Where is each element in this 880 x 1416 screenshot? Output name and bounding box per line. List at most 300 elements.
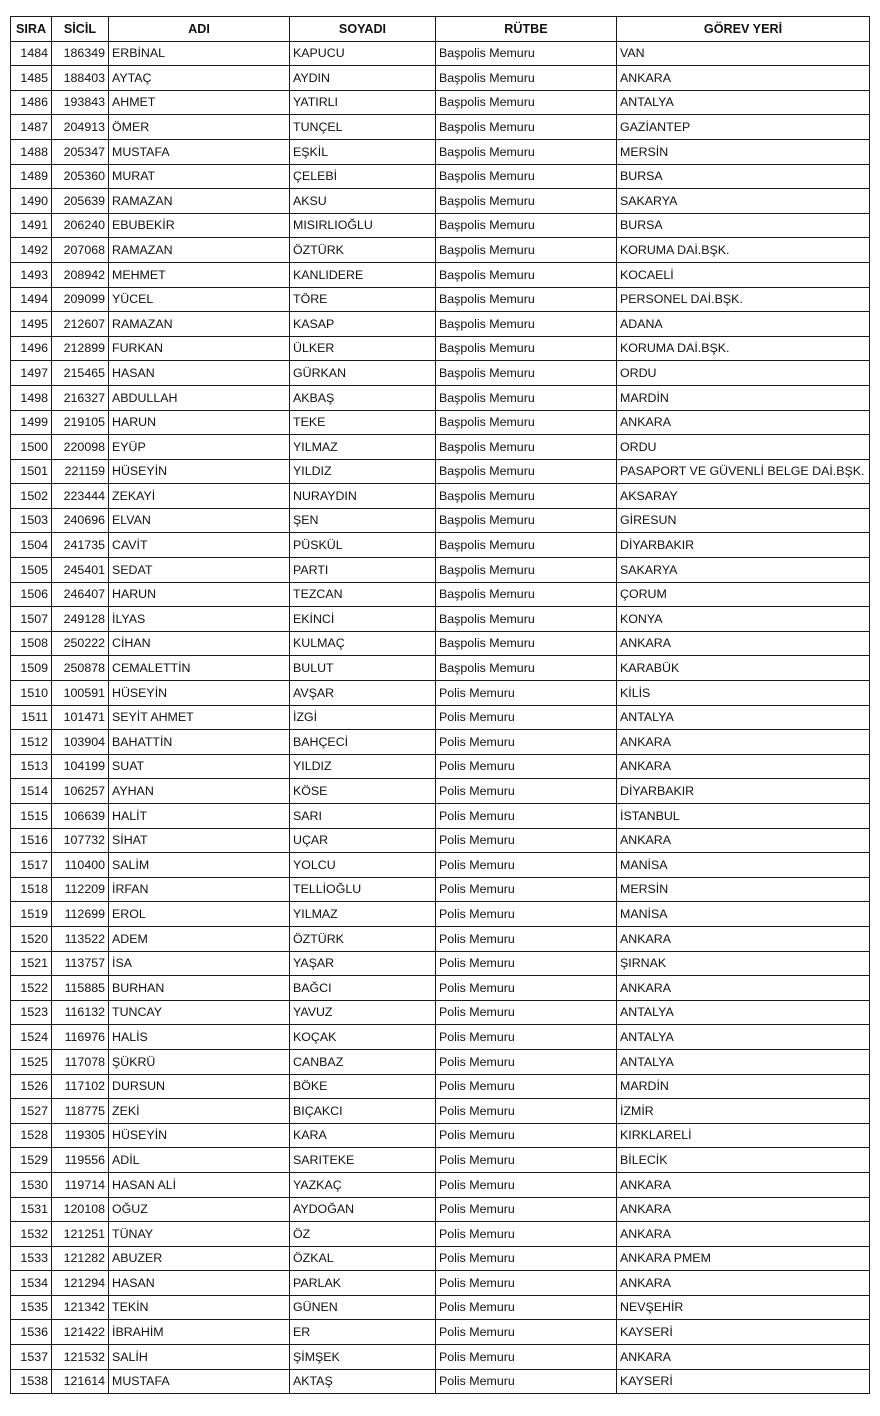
table-row [11,1025,870,1050]
cell-gorev: MARDİN [617,1074,870,1099]
cell-adi: SİHAT [109,828,290,853]
cell-soyadi: GÜNEN [290,1295,436,1320]
cell-adi: ABDULLAH [109,385,290,410]
cell-gorev: ANTALYA [617,1000,870,1025]
header-rutbe: RÜTBE [436,17,617,42]
cell-sira: 1489 [11,164,52,189]
table-row [11,877,870,902]
cell-sira: 1537 [11,1345,52,1370]
cell-rutbe: Polis Memuru [436,1271,617,1296]
cell-sira: 1496 [11,336,52,361]
cell-gorev: SAKARYA [617,558,870,583]
cell-sira: 1527 [11,1099,52,1124]
cell-sira: 1534 [11,1271,52,1296]
cell-adi: AYTAÇ [109,66,290,91]
cell-sira: 1506 [11,582,52,607]
cell-gorev: MANİSA [617,853,870,878]
cell-sicil: 212899 [52,336,109,361]
header-gorev-yeri: GÖREV YERİ [617,17,870,42]
cell-rutbe: Başpolis Memuru [436,558,617,583]
cell-gorev: ANKARA [617,1172,870,1197]
cell-gorev: GİRESUN [617,508,870,533]
cell-adi: BURHAN [109,976,290,1001]
cell-gorev: MARDİN [617,385,870,410]
table-row [11,1197,870,1222]
cell-gorev: KOCAELİ [617,262,870,287]
cell-soyadi: ÇELEBİ [290,164,436,189]
table-row [11,385,870,410]
cell-soyadi: AKBAŞ [290,385,436,410]
table-row [11,41,870,66]
cell-sicil: 106639 [52,804,109,829]
cell-sira: 1492 [11,238,52,263]
cell-rutbe: Polis Memuru [436,877,617,902]
cell-soyadi: PARLAK [290,1271,436,1296]
cell-rutbe: Polis Memuru [436,754,617,779]
cell-rutbe: Başpolis Memuru [436,656,617,681]
cell-soyadi: ÖZKAL [290,1246,436,1271]
cell-sira: 1509 [11,656,52,681]
cell-gorev: ANKARA [617,926,870,951]
cell-adi: HASAN [109,1271,290,1296]
cell-sicil: 117078 [52,1049,109,1074]
table-row [11,902,870,927]
cell-rutbe: Polis Memuru [436,1222,617,1247]
table-row [11,1148,870,1173]
cell-rutbe: Başpolis Memuru [436,385,617,410]
cell-gorev: PASAPORT VE GÜVENLİ BELGE DAİ.BŞK. [617,459,870,484]
table-row [11,262,870,287]
cell-sicil: 250878 [52,656,109,681]
cell-adi: ADEM [109,926,290,951]
cell-gorev: ANKARA [617,976,870,1001]
cell-sira: 1488 [11,139,52,164]
cell-sicil: 121282 [52,1246,109,1271]
cell-adi: SEDAT [109,558,290,583]
cell-soyadi: YAVUZ [290,1000,436,1025]
cell-rutbe: Polis Memuru [436,1320,617,1345]
cell-rutbe: Başpolis Memuru [436,262,617,287]
cell-soyadi: AYDIN [290,66,436,91]
cell-sicil: 119714 [52,1172,109,1197]
cell-rutbe: Polis Memuru [436,853,617,878]
cell-rutbe: Başpolis Memuru [436,459,617,484]
cell-sicil: 116976 [52,1025,109,1050]
cell-rutbe: Başpolis Memuru [436,508,617,533]
cell-rutbe: Polis Memuru [436,1000,617,1025]
cell-rutbe: Polis Memuru [436,705,617,730]
cell-soyadi: TÖRE [290,287,436,312]
cell-gorev: ANKARA [617,66,870,91]
table-row [11,1246,870,1271]
cell-adi: ELVAN [109,508,290,533]
table-row [11,336,870,361]
cell-soyadi: AVŞAR [290,681,436,706]
table-row [11,1074,870,1099]
cell-rutbe: Polis Memuru [436,804,617,829]
cell-adi: MUSTAFA [109,139,290,164]
cell-soyadi: KANLIDERE [290,262,436,287]
cell-rutbe: Başpolis Memuru [436,164,617,189]
cell-sicil: 104199 [52,754,109,779]
cell-sicil: 113522 [52,926,109,951]
header-sicil: SİCİL [52,17,109,42]
cell-adi: ADİL [109,1148,290,1173]
cell-sicil: 119556 [52,1148,109,1173]
cell-adi: HALİT [109,804,290,829]
cell-sicil: 204913 [52,115,109,140]
table-row [11,1049,870,1074]
cell-gorev: ANKARA [617,828,870,853]
cell-sicil: 250222 [52,631,109,656]
cell-sira: 1510 [11,681,52,706]
cell-sira: 1516 [11,828,52,853]
cell-sira: 1526 [11,1074,52,1099]
cell-sira: 1517 [11,853,52,878]
cell-soyadi: KAPUCU [290,41,436,66]
cell-gorev: NEVŞEHİR [617,1295,870,1320]
table-row [11,730,870,755]
table-row [11,484,870,509]
table-row [11,312,870,337]
cell-rutbe: Başpolis Memuru [436,484,617,509]
cell-sicil: 121422 [52,1320,109,1345]
cell-gorev: ŞIRNAK [617,951,870,976]
cell-adi: İSA [109,951,290,976]
table-row [11,361,870,386]
table-row [11,1000,870,1025]
cell-rutbe: Başpolis Memuru [436,90,617,115]
cell-soyadi: ŞİMŞEK [290,1345,436,1370]
cell-adi: İRFAN [109,877,290,902]
cell-sira: 1524 [11,1025,52,1050]
cell-sicil: 205360 [52,164,109,189]
cell-sira: 1515 [11,804,52,829]
cell-sira: 1491 [11,213,52,238]
cell-gorev: KARABÜK [617,656,870,681]
cell-sicil: 112209 [52,877,109,902]
cell-rutbe: Polis Memuru [436,1025,617,1050]
cell-rutbe: Başpolis Memuru [436,213,617,238]
cell-adi: SALİM [109,853,290,878]
cell-sicil: 208942 [52,262,109,287]
table-row [11,139,870,164]
cell-rutbe: Başpolis Memuru [436,287,617,312]
table-row [11,66,870,91]
cell-soyadi: BULUT [290,656,436,681]
cell-sicil: 121614 [52,1369,109,1394]
cell-sicil: 116132 [52,1000,109,1025]
cell-sira: 1532 [11,1222,52,1247]
cell-adi: HÜSEYİN [109,459,290,484]
cell-soyadi: AKTAŞ [290,1369,436,1394]
cell-sicil: 205347 [52,139,109,164]
cell-gorev: KİLİS [617,681,870,706]
cell-gorev: ANKARA [617,1222,870,1247]
cell-soyadi: GÜRKAN [290,361,436,386]
cell-rutbe: Polis Memuru [436,926,617,951]
cell-adi: İBRAHİM [109,1320,290,1345]
cell-soyadi: MISIRLIOĞLU [290,213,436,238]
cell-rutbe: Polis Memuru [436,681,617,706]
cell-sira: 1531 [11,1197,52,1222]
cell-sicil: 118775 [52,1099,109,1124]
cell-adi: CAVİT [109,533,290,558]
cell-sicil: 121251 [52,1222,109,1247]
cell-sicil: 245401 [52,558,109,583]
header-sira: SIRA [11,17,52,42]
cell-sicil: 121294 [52,1271,109,1296]
cell-rutbe: Polis Memuru [436,1148,617,1173]
cell-soyadi: KASAP [290,312,436,337]
cell-soyadi: TUNÇEL [290,115,436,140]
cell-sicil: 206240 [52,213,109,238]
cell-sira: 1529 [11,1148,52,1173]
cell-soyadi: YILDIZ [290,459,436,484]
table-row [11,1345,870,1370]
cell-adi: HALİS [109,1025,290,1050]
cell-sicil: 249128 [52,607,109,632]
table-row [11,705,870,730]
cell-sira: 1495 [11,312,52,337]
cell-gorev: DİYARBAKIR [617,779,870,804]
cell-sira: 1501 [11,459,52,484]
cell-adi: BAHATTİN [109,730,290,755]
table-row [11,828,870,853]
table-row [11,951,870,976]
cell-soyadi: ÖZ [290,1222,436,1247]
cell-gorev: ANKARA [617,1271,870,1296]
cell-gorev: ANTALYA [617,1025,870,1050]
cell-sira: 1521 [11,951,52,976]
cell-sicil: 240696 [52,508,109,533]
cell-sira: 1490 [11,189,52,214]
cell-gorev: KONYA [617,607,870,632]
cell-soyadi: YAZKAÇ [290,1172,436,1197]
cell-gorev: KAYSERİ [617,1369,870,1394]
cell-adi: MURAT [109,164,290,189]
cell-sira: 1499 [11,410,52,435]
cell-rutbe: Polis Memuru [436,1074,617,1099]
cell-sira: 1514 [11,779,52,804]
cell-sicil: 112699 [52,902,109,927]
table-row [11,656,870,681]
cell-gorev: MANİSA [617,902,870,927]
table-row [11,926,870,951]
cell-gorev: BİLECİK [617,1148,870,1173]
cell-rutbe: Başpolis Memuru [436,189,617,214]
table-row [11,1099,870,1124]
cell-sicil: 117102 [52,1074,109,1099]
cell-sira: 1493 [11,262,52,287]
cell-adi: HARUN [109,582,290,607]
cell-soyadi: BAHÇECİ [290,730,436,755]
cell-rutbe: Polis Memuru [436,1197,617,1222]
cell-sicil: 120108 [52,1197,109,1222]
cell-rutbe: Başpolis Memuru [436,435,617,460]
cell-rutbe: Polis Memuru [436,902,617,927]
cell-rutbe: Başpolis Memuru [436,533,617,558]
cell-rutbe: Başpolis Memuru [436,631,617,656]
cell-adi: HASAN ALİ [109,1172,290,1197]
cell-sira: 1528 [11,1123,52,1148]
cell-sicil: 209099 [52,287,109,312]
cell-soyadi: EKİNCİ [290,607,436,632]
cell-soyadi: YILMAZ [290,902,436,927]
cell-soyadi: CANBAZ [290,1049,436,1074]
cell-soyadi: TEKE [290,410,436,435]
cell-sira: 1504 [11,533,52,558]
cell-gorev: AKSARAY [617,484,870,509]
cell-gorev: BURSA [617,213,870,238]
cell-sicil: 103904 [52,730,109,755]
cell-sicil: 119305 [52,1123,109,1148]
table-row [11,238,870,263]
cell-gorev: ORDU [617,361,870,386]
cell-soyadi: YILDIZ [290,754,436,779]
table-row [11,164,870,189]
table-row [11,1369,870,1394]
cell-sira: 1508 [11,631,52,656]
cell-rutbe: Polis Memuru [436,730,617,755]
cell-gorev: ANKARA [617,754,870,779]
cell-adi: TUNCAY [109,1000,290,1025]
cell-soyadi: ÜLKER [290,336,436,361]
cell-sicil: 221159 [52,459,109,484]
cell-rutbe: Başpolis Memuru [436,41,617,66]
cell-rutbe: Başpolis Memuru [436,238,617,263]
cell-sira: 1535 [11,1295,52,1320]
cell-rutbe: Polis Memuru [436,828,617,853]
cell-soyadi: BAĞCI [290,976,436,1001]
table-row [11,1295,870,1320]
cell-sicil: 216327 [52,385,109,410]
table-row [11,533,870,558]
cell-sira: 1513 [11,754,52,779]
cell-soyadi: ŞEN [290,508,436,533]
cell-adi: EROL [109,902,290,927]
cell-adi: OĞUZ [109,1197,290,1222]
cell-rutbe: Polis Memuru [436,1099,617,1124]
cell-gorev: ANKARA [617,730,870,755]
cell-sira: 1484 [11,41,52,66]
cell-gorev: ÇORUM [617,582,870,607]
cell-sira: 1485 [11,66,52,91]
cell-rutbe: Başpolis Memuru [436,336,617,361]
cell-rutbe: Başpolis Memuru [436,607,617,632]
cell-sira: 1487 [11,115,52,140]
cell-sira: 1538 [11,1369,52,1394]
cell-sira: 1498 [11,385,52,410]
cell-adi: CİHAN [109,631,290,656]
cell-adi: HARUN [109,410,290,435]
cell-sira: 1520 [11,926,52,951]
table-row [11,1222,870,1247]
cell-adi: SALİH [109,1345,290,1370]
table-row [11,1271,870,1296]
cell-rutbe: Başpolis Memuru [436,115,617,140]
cell-sicil: 207068 [52,238,109,263]
cell-adi: HÜSEYİN [109,681,290,706]
cell-adi: TÜNAY [109,1222,290,1247]
cell-sicil: 101471 [52,705,109,730]
cell-sicil: 215465 [52,361,109,386]
cell-gorev: VAN [617,41,870,66]
cell-adi: CEMALETTİN [109,656,290,681]
cell-gorev: KIRKLARELİ [617,1123,870,1148]
cell-sira: 1497 [11,361,52,386]
cell-rutbe: Başpolis Memuru [436,139,617,164]
cell-sicil: 219105 [52,410,109,435]
cell-rutbe: Polis Memuru [436,1246,617,1271]
table-row [11,213,870,238]
cell-soyadi: SARI [290,804,436,829]
cell-sicil: 121532 [52,1345,109,1370]
table-row [11,410,870,435]
cell-sira: 1486 [11,90,52,115]
cell-sicil: 110400 [52,853,109,878]
cell-adi: İLYAS [109,607,290,632]
cell-sira: 1505 [11,558,52,583]
cell-soyadi: BIÇAKCI [290,1099,436,1124]
cell-rutbe: Başpolis Memuru [436,361,617,386]
cell-sira: 1494 [11,287,52,312]
cell-soyadi: ER [290,1320,436,1345]
cell-adi: ERBİNAL [109,41,290,66]
cell-rutbe: Başpolis Memuru [436,66,617,91]
cell-rutbe: Polis Memuru [436,1345,617,1370]
table-row [11,90,870,115]
cell-adi: DURSUN [109,1074,290,1099]
cell-adi: RAMAZAN [109,238,290,263]
cell-sira: 1518 [11,877,52,902]
cell-adi: EYÜP [109,435,290,460]
cell-soyadi: ÖZTÜRK [290,926,436,951]
cell-adi: FURKAN [109,336,290,361]
cell-sicil: 220098 [52,435,109,460]
cell-adi: EBUBEKİR [109,213,290,238]
cell-soyadi: KÖSE [290,779,436,804]
cell-sicil: 121342 [52,1295,109,1320]
cell-gorev: ANTALYA [617,1049,870,1074]
cell-adi: SEYİT AHMET [109,705,290,730]
cell-soyadi: KARA [290,1123,436,1148]
table-body [11,41,870,1394]
table-row [11,754,870,779]
table-row [11,1172,870,1197]
cell-sira: 1503 [11,508,52,533]
personnel-table [10,16,870,1394]
table-row [11,607,870,632]
cell-adi: ÖMER [109,115,290,140]
cell-soyadi: YILMAZ [290,435,436,460]
cell-sira: 1507 [11,607,52,632]
cell-soyadi: BÖKE [290,1074,436,1099]
table-row [11,804,870,829]
cell-soyadi: ÖZTÜRK [290,238,436,263]
cell-sicil: 186349 [52,41,109,66]
cell-adi: AHMET [109,90,290,115]
cell-rutbe: Başpolis Memuru [436,410,617,435]
cell-soyadi: EŞKİL [290,139,436,164]
cell-adi: ZEKAYİ [109,484,290,509]
table-row [11,853,870,878]
cell-sicil: 107732 [52,828,109,853]
cell-gorev: ANKARA [617,1345,870,1370]
cell-gorev: ANKARA [617,631,870,656]
cell-gorev: KORUMA DAİ.BŞK. [617,336,870,361]
cell-gorev: ADANA [617,312,870,337]
